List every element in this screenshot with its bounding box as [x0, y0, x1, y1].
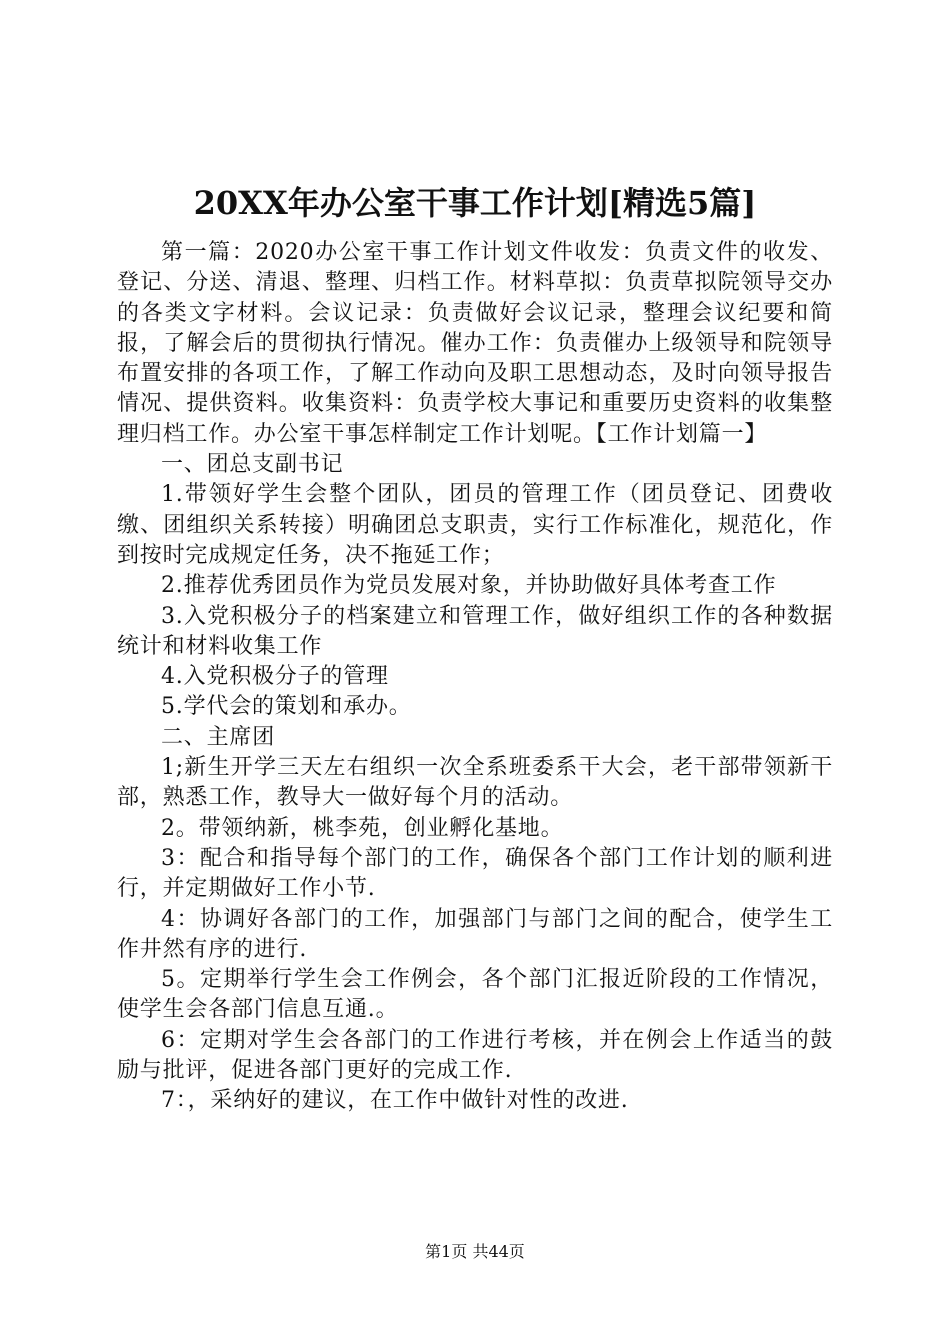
paragraph-item: 7：，采纳好的建议，在工作中做针对性的改进. — [161, 1088, 629, 1114]
paragraph-item: 5。定期举行学生会工作例会，各个部门汇报近阶段的工作情况，使学生会各部门信息互通.。 — [117, 967, 833, 1023]
section-heading-youth-league: 一、团总支副书记 — [161, 452, 344, 478]
paragraph-item: 2。带领纳新，桃李苑，创业孵化基地。 — [161, 815, 564, 841]
paragraph-intro: 第一篇：2020办公室干事工作计划文件收发：负责文件的收发、登记、分送、清退、整理、归档工作。材料草拟：负责草拟院领导交办的各类文字材料。会议记录：负责做好会议记录，整理会议纪要和简报，了解会后的贯彻执行情况。催办工作：负责催办上级领导和院领导布置安排的各项工作，了解工作动向及职工思想动态，及时向领导报告情况、提供资料。收集资料：负责学校大事记和重要历史资料的收集整理归档工作。办公室干事怎样制定工作计划呢。【工作计划篇一】 — [117, 240, 833, 447]
paragraph-item: 4.入党积极分子的管理 — [161, 664, 389, 690]
paragraph-item: 3.入党积极分子的档案建立和管理工作，做好组织工作的各种数据统计和材料收集工作 — [117, 603, 833, 659]
page-footer: 第1页 共44页 — [425, 1242, 525, 1261]
document-body — [117, 238, 833, 1117]
paragraph-item: 3：配合和指导每个部门的工作，确保各个部门工作计划的顺利进行，并定期做好工作小节. — [117, 845, 833, 902]
paragraph-item: 2.推荐优秀团员作为党员发展对象，并协助做好具体考查工作 — [161, 573, 777, 599]
paragraph-item: 1;新生开学三天左右组织一次全系班委系干大会，老干部带领新干部，熟悉工作，教导大一做好每个月的活动。 — [117, 755, 833, 811]
paragraph-item: 5.学代会的策划和承办。 — [161, 694, 412, 720]
paragraph-item: 4：协调好各部门的工作，加强部门与部门之间的配合，使学生工作井然有序的进行. — [117, 906, 833, 962]
paragraph-item: 1.带领好学生会整个团队，团员的管理工作（团员登记、团费收缴、团组织关系转接）明确团总支职责，实行工作标准化，规范化，作到按时完成规定任务，决不拖延工作； — [117, 482, 833, 568]
paragraph-item: 6：定期对学生会各部门的工作进行考核，并在例会上作适当的鼓励与批评，促进各部门更好的完成工作. — [117, 1027, 833, 1084]
document-title: 20XX年办公室干事工作计划[精选5篇] — [193, 184, 757, 222]
section-heading-presidium: 二、主席团 — [161, 724, 276, 750]
